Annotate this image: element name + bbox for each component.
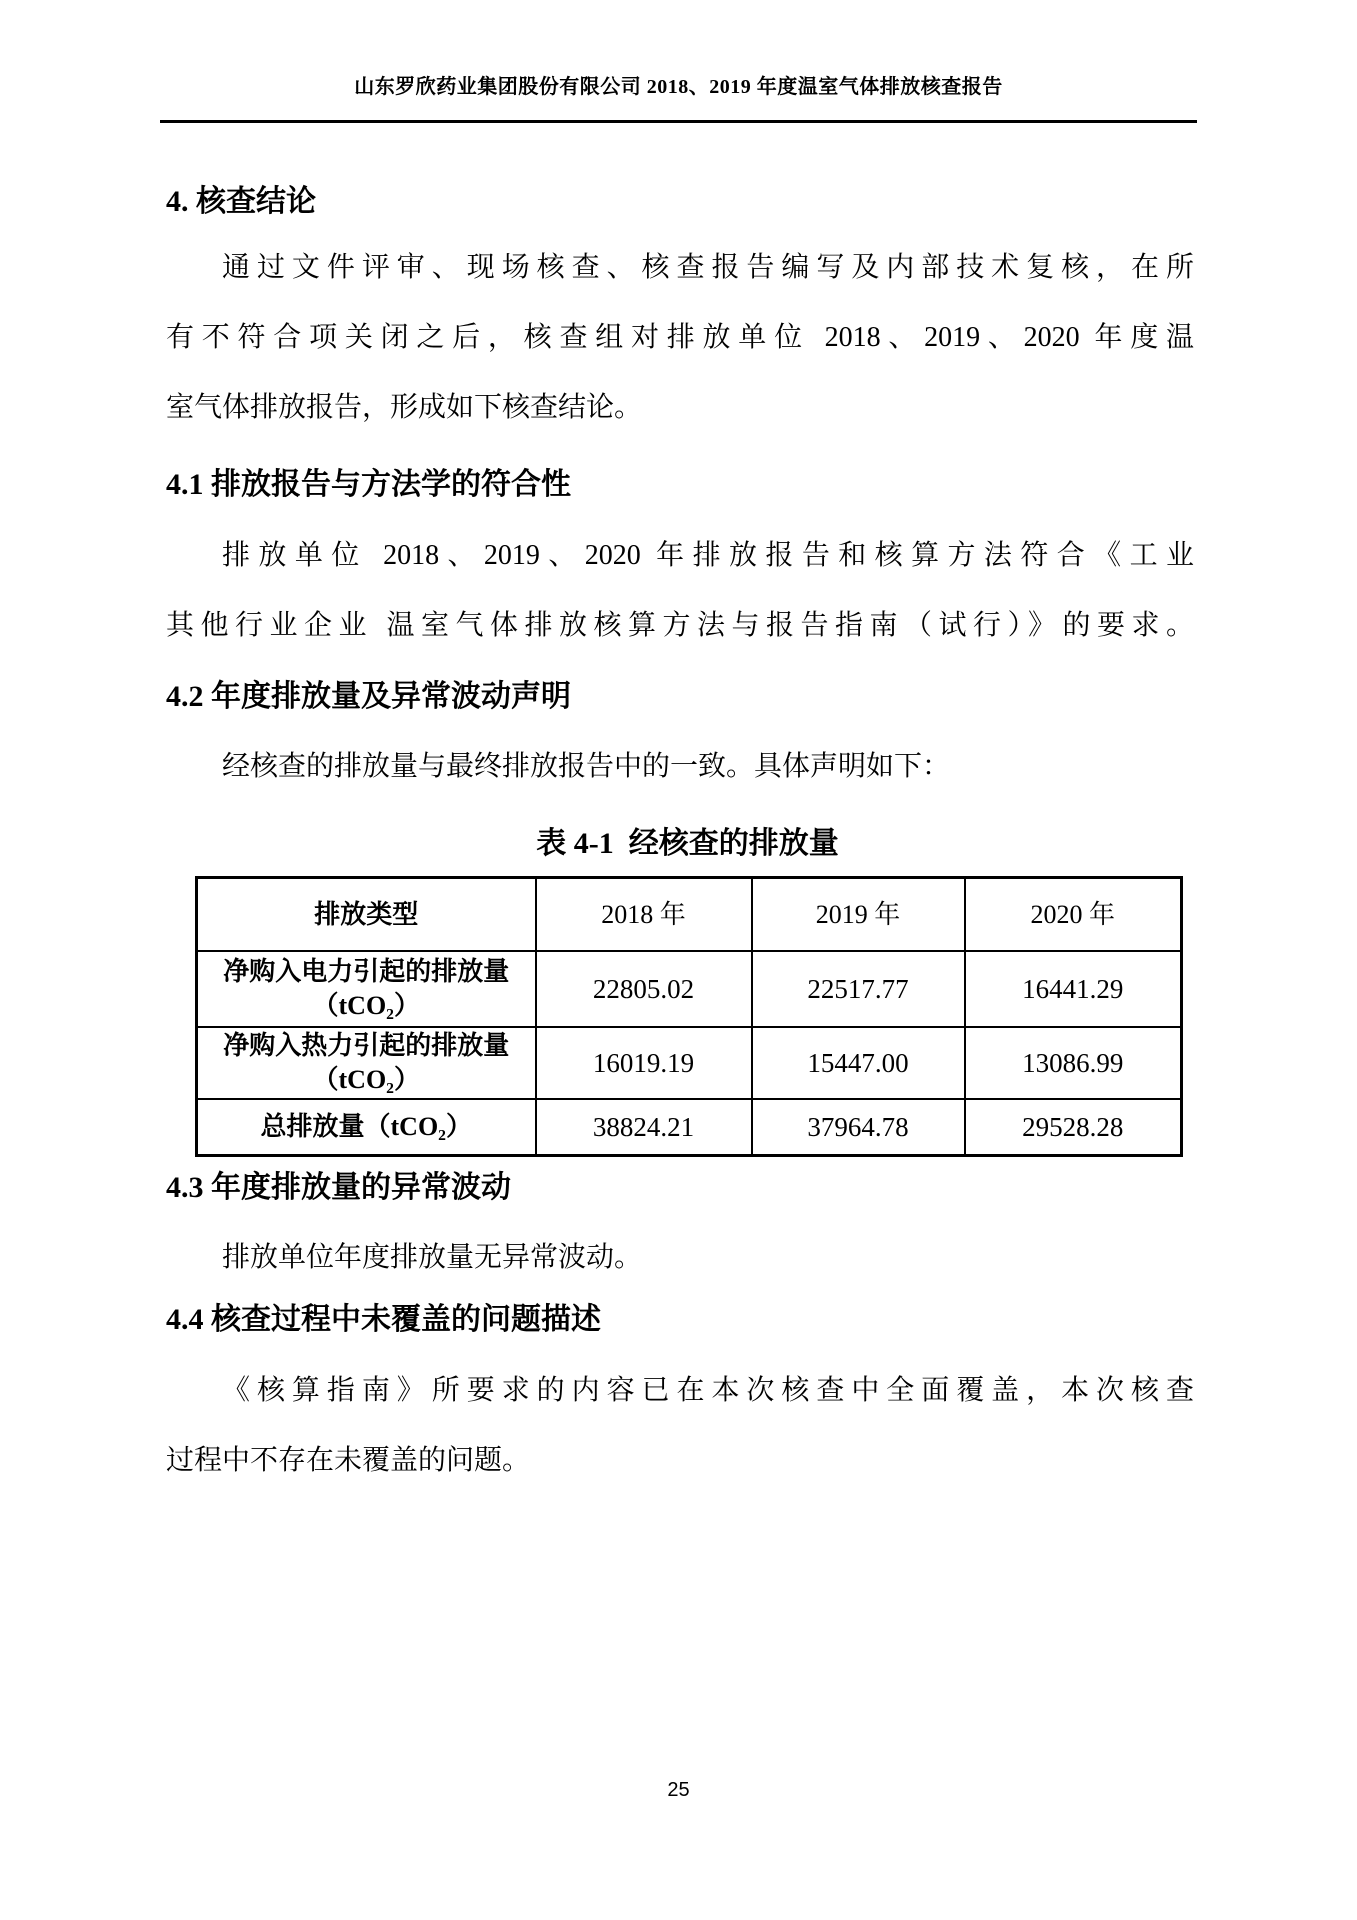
table-cell: 13086.99	[965, 1027, 1182, 1099]
table-header-row	[197, 878, 1182, 952]
table-row-label	[197, 951, 536, 1027]
table-cell: 16441.29	[965, 951, 1182, 1027]
table-header-cell: 排放类型	[197, 878, 536, 952]
paragraph-line: 排放单位年度排放量无异常波动。	[222, 1242, 643, 1273]
section-heading-4-4: 4.4 核查过程中未覆盖的问题描述	[166, 1303, 601, 1336]
row-label-line: （tCO₂）	[312, 1065, 420, 1094]
paragraph-line: 经核查的排放量与最终排放报告中的一致。具体声明如下：	[222, 751, 951, 782]
paragraph-line: 室气体排放报告，形成如下核查结论。	[166, 392, 643, 423]
section-heading-4-2: 4.2 年度排放量及异常波动声明	[166, 680, 571, 713]
table-row-label	[197, 1099, 536, 1156]
paragraph-line: 排放单位 2018、2019、2020 年排放报告和核算方法符合《工业	[222, 540, 1194, 571]
table-header-cell: 2019 年	[752, 878, 965, 952]
paragraph-line: 过程中不存在未覆盖的问题。	[166, 1445, 531, 1476]
row-label-line: 总排放量（tCO₂）	[260, 1112, 472, 1141]
table-row	[197, 1099, 1182, 1156]
section-heading-4-3: 4.3 年度排放量的异常波动	[166, 1171, 511, 1204]
table-cell: 29528.28	[965, 1099, 1182, 1156]
page-header-title: 山东罗欣药业集团股份有限公司 2018、2019 年度温室气体排放核查报告	[354, 76, 1003, 98]
paragraph-line: 通过文件评审、现场核查、核查报告编写及内部技术复核，在所	[222, 252, 1194, 283]
table-cell: 15447.00	[752, 1027, 965, 1099]
paragraph-4-4	[166, 1356, 1194, 1496]
row-label-line: 净购入电力引起的排放量	[223, 957, 510, 986]
table-cell: 22517.77	[752, 951, 965, 1027]
table-row	[197, 1027, 1182, 1099]
paragraph-4	[166, 233, 1194, 443]
paragraph-4-3	[166, 1223, 1194, 1293]
table-cell: 37964.78	[752, 1099, 965, 1156]
table-cell: 38824.21	[536, 1099, 752, 1156]
verified-emissions-table	[195, 876, 1183, 1157]
table-cell: 16019.19	[536, 1027, 752, 1099]
table-header-cell: 2018 年	[536, 878, 752, 952]
paragraph-line: 有不符合项关闭之后，核查组对排放单位 2018、2019、2020 年度温	[166, 322, 1194, 353]
section-heading-4-1: 4.1 排放报告与方法学的符合性	[166, 468, 571, 501]
table-header-cell: 2020 年	[965, 878, 1182, 952]
row-label-line: 净购入热力引起的排放量	[223, 1031, 510, 1060]
paragraph-4-2	[166, 732, 1194, 802]
table-row	[197, 951, 1182, 1027]
header-divider	[160, 120, 1197, 123]
row-label-line: （tCO₂）	[312, 991, 420, 1020]
table-4-1-title: 表 4-1 经核查的排放量	[536, 827, 839, 860]
paragraph-line: 《核算指南》所要求的内容已在本次核查中全面覆盖，本次核查	[222, 1375, 1194, 1406]
section-heading-4: 4. 核查结论	[166, 185, 316, 218]
table-cell: 22805.02	[536, 951, 752, 1027]
paragraph-line: 其他行业企业 温室气体排放核算方法与报告指南（试行）》的要求。	[166, 610, 1194, 641]
paragraph-4-1	[166, 521, 1194, 661]
table-row-label	[197, 1027, 536, 1099]
page-number: 25	[667, 1779, 690, 1801]
